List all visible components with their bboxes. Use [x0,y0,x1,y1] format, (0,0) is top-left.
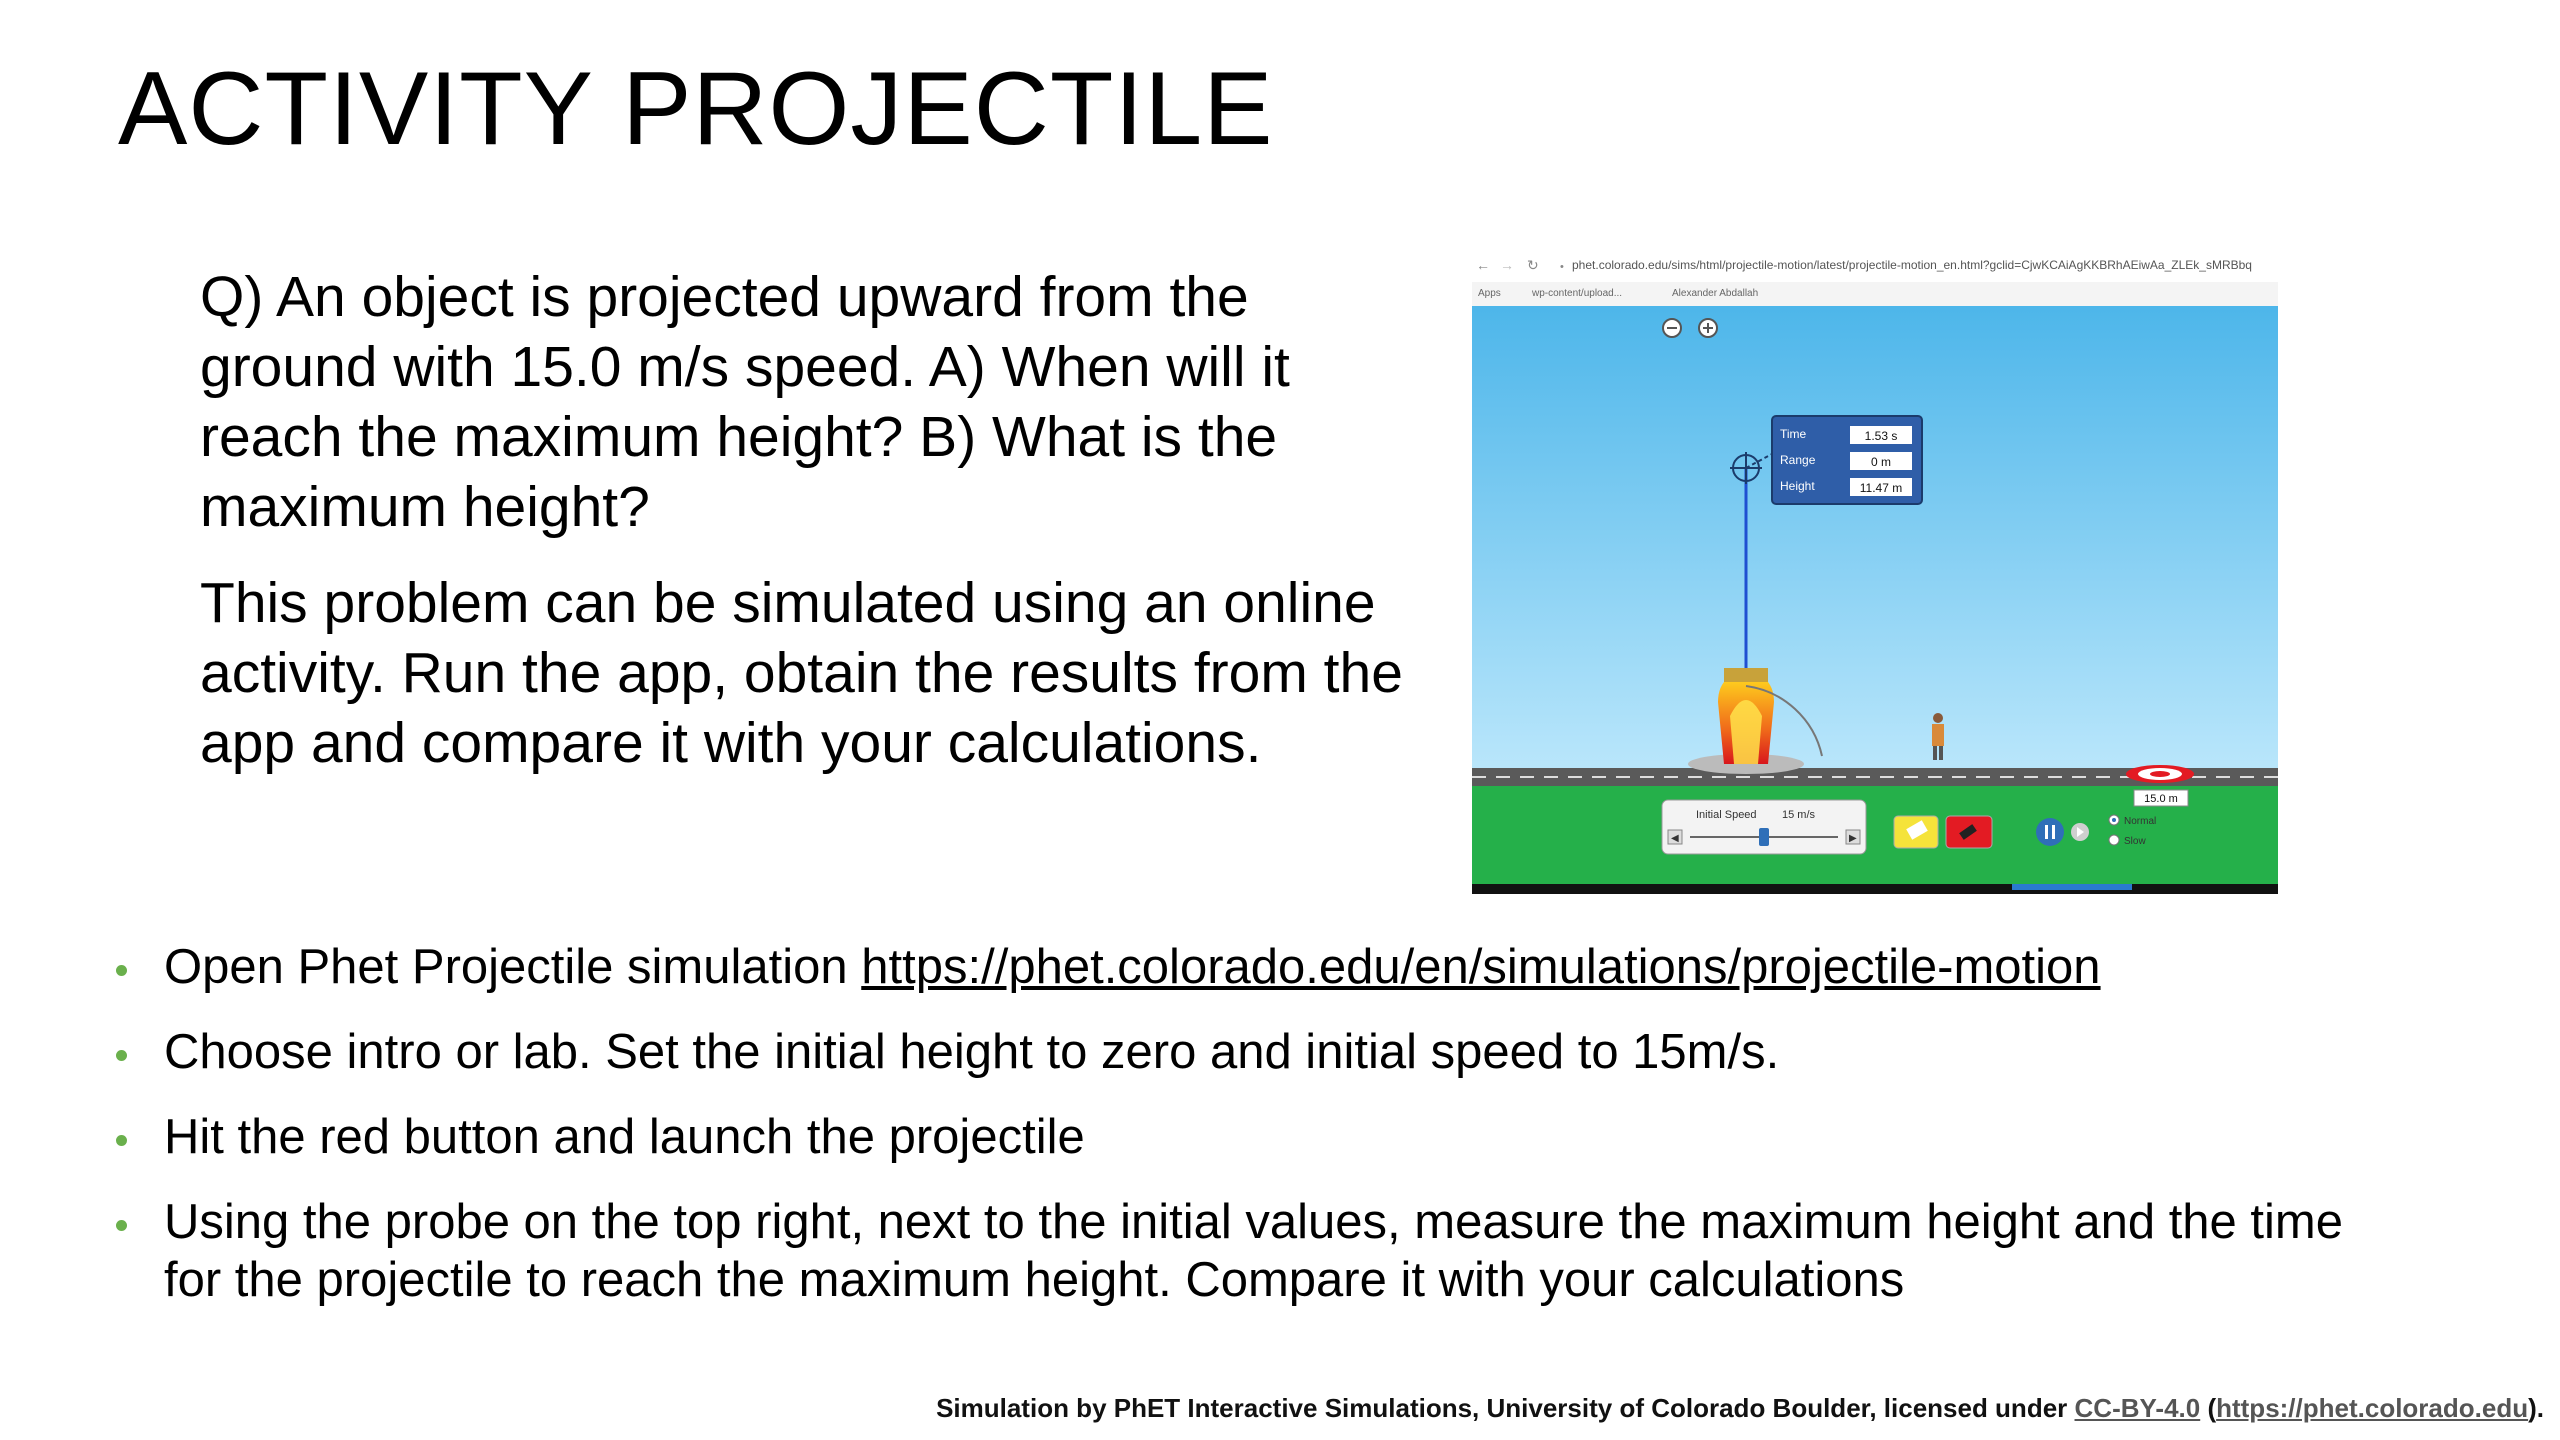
bullet-text: Hit the red button and launch the projectile [164,1110,1085,1164]
list-item [110,938,2410,996]
normal-speed-label: Normal [2124,816,2157,827]
phet-home-link[interactable]: https://phet.colorado.edu [2216,1393,2529,1423]
initial-speed-label: Initial Speed [1696,809,1757,821]
back-icon: ← [1476,257,1490,273]
list-item [110,1108,2410,1166]
initial-speed-value: 15 m/s [1782,809,1816,821]
lock-icon: • [1560,261,1564,273]
target-distance-label: 15.0 m [2144,793,2178,805]
simulation-canvas [1472,306,2278,894]
instruction-list [110,938,2410,1336]
bullet-text: Using the probe on the top right, next to the initial values, measure the maximum height and the time for the projectile to reach the maximum height. Compare it with your calculations [164,1195,2343,1307]
bookmark-author: Alexander Abdallah [1672,288,1759,299]
bullet-icon [116,1220,127,1231]
browser-address-bar [1472,248,2278,282]
bullet-icon [116,1050,127,1061]
pause-button[interactable] [2036,818,2064,846]
question-block [200,262,1440,778]
browser-url: phet.colorado.edu/sims/html/projectile-motion/latest/projectile-motion_en.html?gclid=CjwKCAiAgKKBRhAEiwAa_ZLEk_sMRBbq [1572,258,2252,272]
readout-time-label: Time [1780,427,1807,441]
readout-height-label: Height [1780,479,1815,493]
slow-speed-radio[interactable] [2109,835,2119,845]
reload-icon: ↻ [1527,257,1539,273]
bookmarks-bar [1472,282,2278,306]
speed-slider-thumb[interactable] [1759,828,1769,846]
zoom-out-icon[interactable] [1663,319,1681,337]
simulation-screenshot [1472,248,2278,894]
svg-text:◀: ◀ [1671,833,1679,844]
ground [1472,768,2278,894]
bullet-text: Open Phet Projectile simulation [164,940,862,994]
bullet-text: Choose intro or lab. Set the initial height to zero and initial speed to 15m/s. [164,1025,1780,1079]
list-item [110,1193,2410,1309]
license-link[interactable]: CC-BY-4.0 [2074,1393,2201,1423]
sky [1472,306,2278,768]
forward-icon: → [1500,257,1514,273]
attribution-text: Simulation by PhET Interactive Simulations, University of Colorado Boulder, licensed under [936,1393,2075,1423]
list-item [110,1023,2410,1081]
readout-time-value: 1.53 s [1864,429,1898,443]
slow-speed-label: Slow [2124,836,2146,847]
attribution-close: ). [2528,1393,2544,1423]
readout-height-value: 11.47 m [1859,481,1903,495]
attribution [936,1393,2544,1424]
zoom-in-icon[interactable] [1699,319,1717,337]
slide-title: ACTIVITY PROJECTILE [118,51,1274,167]
bullet-icon [116,965,127,976]
question-text: Q) An object is projected upward from the ground with 15.0 m/s speed. A) When will it reach the maximum height? B) What is the maximum height? [200,265,1290,539]
bookmark-apps: Apps [1478,288,1501,299]
svg-text:▶: ▶ [1849,833,1857,844]
step-button[interactable] [2071,823,2089,841]
attribution-paren: ( [2200,1393,2217,1423]
instruction-text: This problem can be simulated using an online activity. Run the app, obtain the results from the app and compare it with your calculations. [200,571,1403,775]
eraser-button[interactable] [1894,816,1938,848]
fire-button[interactable] [1946,816,1992,848]
phet-link[interactable]: https://phet.colorado.edu/en/simulations/projectile-motion [861,940,2101,994]
readout-range-label: Range [1780,453,1816,467]
readout-range-value: 0 m [1870,455,1892,469]
initial-speed-panel [1662,800,1866,854]
measurement-readout [1772,416,1922,504]
bookmark-upload: wp-content/upload... [1532,288,1623,299]
bullet-icon [116,1135,127,1146]
